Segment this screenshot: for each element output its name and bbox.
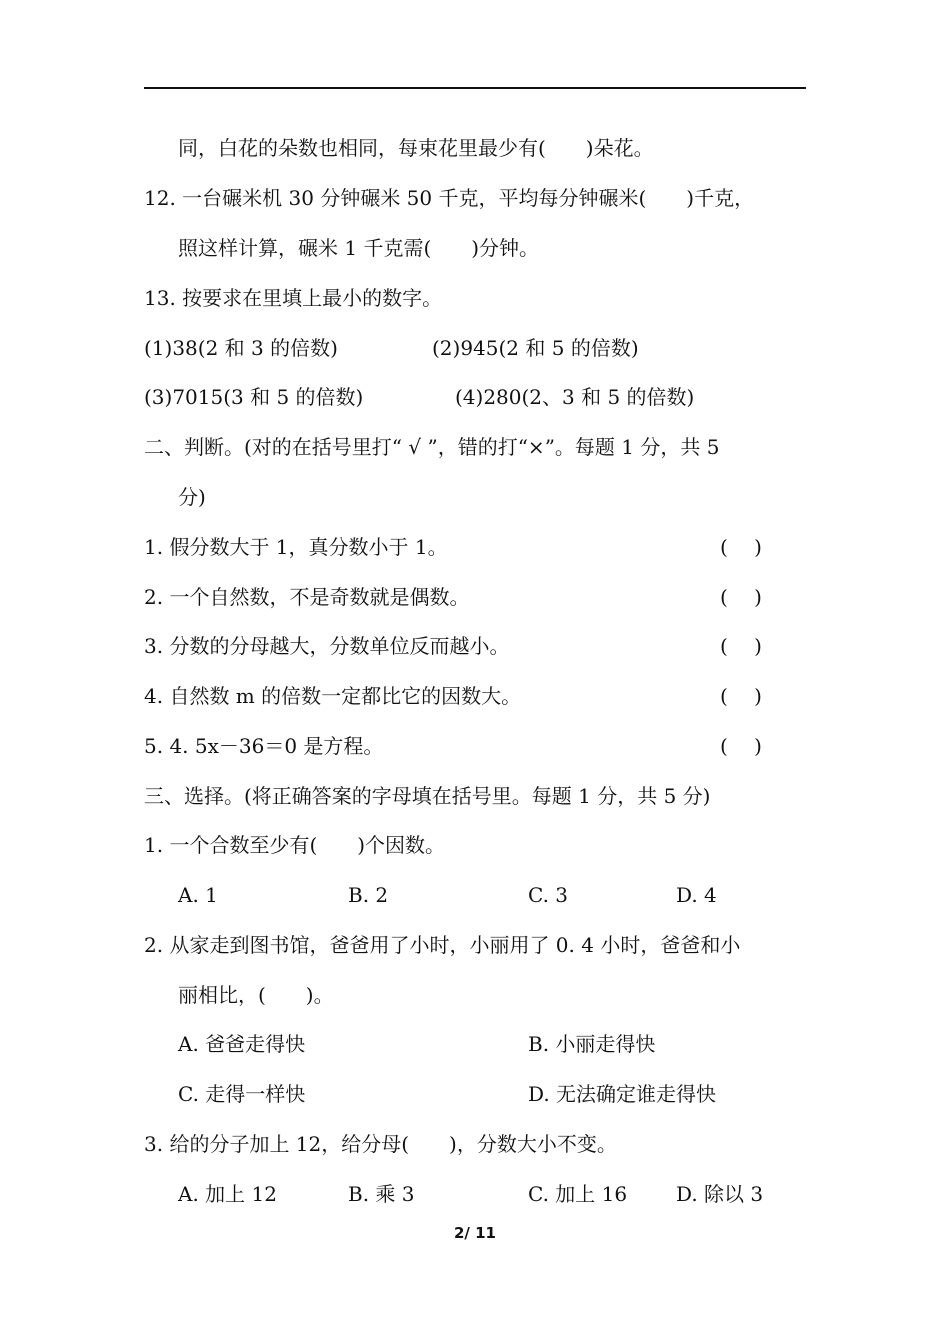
judge-item-3: 3. 分数的分母越大，分数单位反而越小。	[144, 634, 510, 658]
header-rule	[144, 87, 806, 89]
answer-paren-4: ( )	[720, 684, 762, 708]
answer-paren-3: ( )	[720, 634, 762, 658]
section3-heading: 三、选择。(将正确答案的字母填在括号里。每题 1 分，共 5 分)	[144, 784, 711, 808]
q11-continuation: 同，白花的朵数也相同，每束花里最少有( )朵花。	[178, 136, 654, 160]
choice-q2-line2: 丽相比，( )。	[178, 983, 334, 1007]
page-number: 2/ 11	[453, 1224, 496, 1242]
choice-q3-option-a: A. 加上 12	[178, 1182, 277, 1206]
q12-line1: 12. 一台碾米机 30 分钟碾米 50 千克，平均每分钟碾米( )千克，	[144, 186, 755, 210]
q13-item-2: (2)945(2 和 5 的倍数)	[432, 336, 639, 360]
choice-q1-option-b: B. 2	[348, 883, 389, 907]
q13-item-4: (4)280(2、3 和 5 的倍数)	[455, 385, 695, 409]
choice-q1-option-d: D. 4	[676, 883, 717, 907]
choice-q2-line1: 2. 从家走到图书馆，爸爸用了小时，小丽用了 0. 4 小时，爸爸和小	[144, 933, 741, 957]
q13-item-1: (1)38(2 和 3 的倍数)	[144, 336, 338, 360]
choice-q3: 3. 给的分子加上 12，给分母( )，分数大小不变。	[144, 1132, 617, 1156]
q13-item-3: (3)7015(3 和 5 的倍数)	[144, 385, 364, 409]
q13-title: 13. 按要求在里填上最小的数字。	[144, 286, 443, 310]
answer-paren-2: ( )	[720, 585, 762, 609]
choice-q1: 1. 一个合数至少有( )个因数。	[144, 833, 446, 857]
judge-item-2: 2. 一个自然数，不是奇数就是偶数。	[144, 585, 470, 609]
q12-line2: 照这样计算，碾米 1 千克需( )分钟。	[178, 236, 540, 260]
choice-q2-option-d: D. 无法确定谁走得快	[528, 1082, 717, 1106]
section2-heading: 二、判断。(对的在括号里打“ √ ”，错的打“×”。每题 1 分，共 5	[144, 435, 720, 459]
choice-q2-option-c: C. 走得一样快	[178, 1082, 306, 1106]
choice-q3-option-d: D. 除以 3	[676, 1182, 764, 1206]
choice-q1-option-c: C. 3	[528, 883, 569, 907]
judge-item-5: 5. 4. 5x－36＝0 是方程。	[144, 734, 384, 758]
choice-q2-option-a: A. 爸爸走得快	[178, 1032, 306, 1056]
section2-heading-cont: 分)	[178, 485, 206, 509]
answer-paren-5: ( )	[720, 734, 762, 758]
judge-item-1: 1. 假分数大于 1，真分数小于 1。	[144, 535, 448, 559]
choice-q3-option-c: C. 加上 16	[528, 1182, 628, 1206]
choice-q1-option-a: A. 1	[178, 883, 218, 907]
judge-item-4: 4. 自然数 m 的倍数一定都比它的因数大。	[144, 684, 522, 708]
choice-q2-option-b: B. 小丽走得快	[528, 1032, 656, 1056]
answer-paren-1: ( )	[720, 535, 762, 559]
choice-q3-option-b: B. 乘 3	[348, 1182, 415, 1206]
